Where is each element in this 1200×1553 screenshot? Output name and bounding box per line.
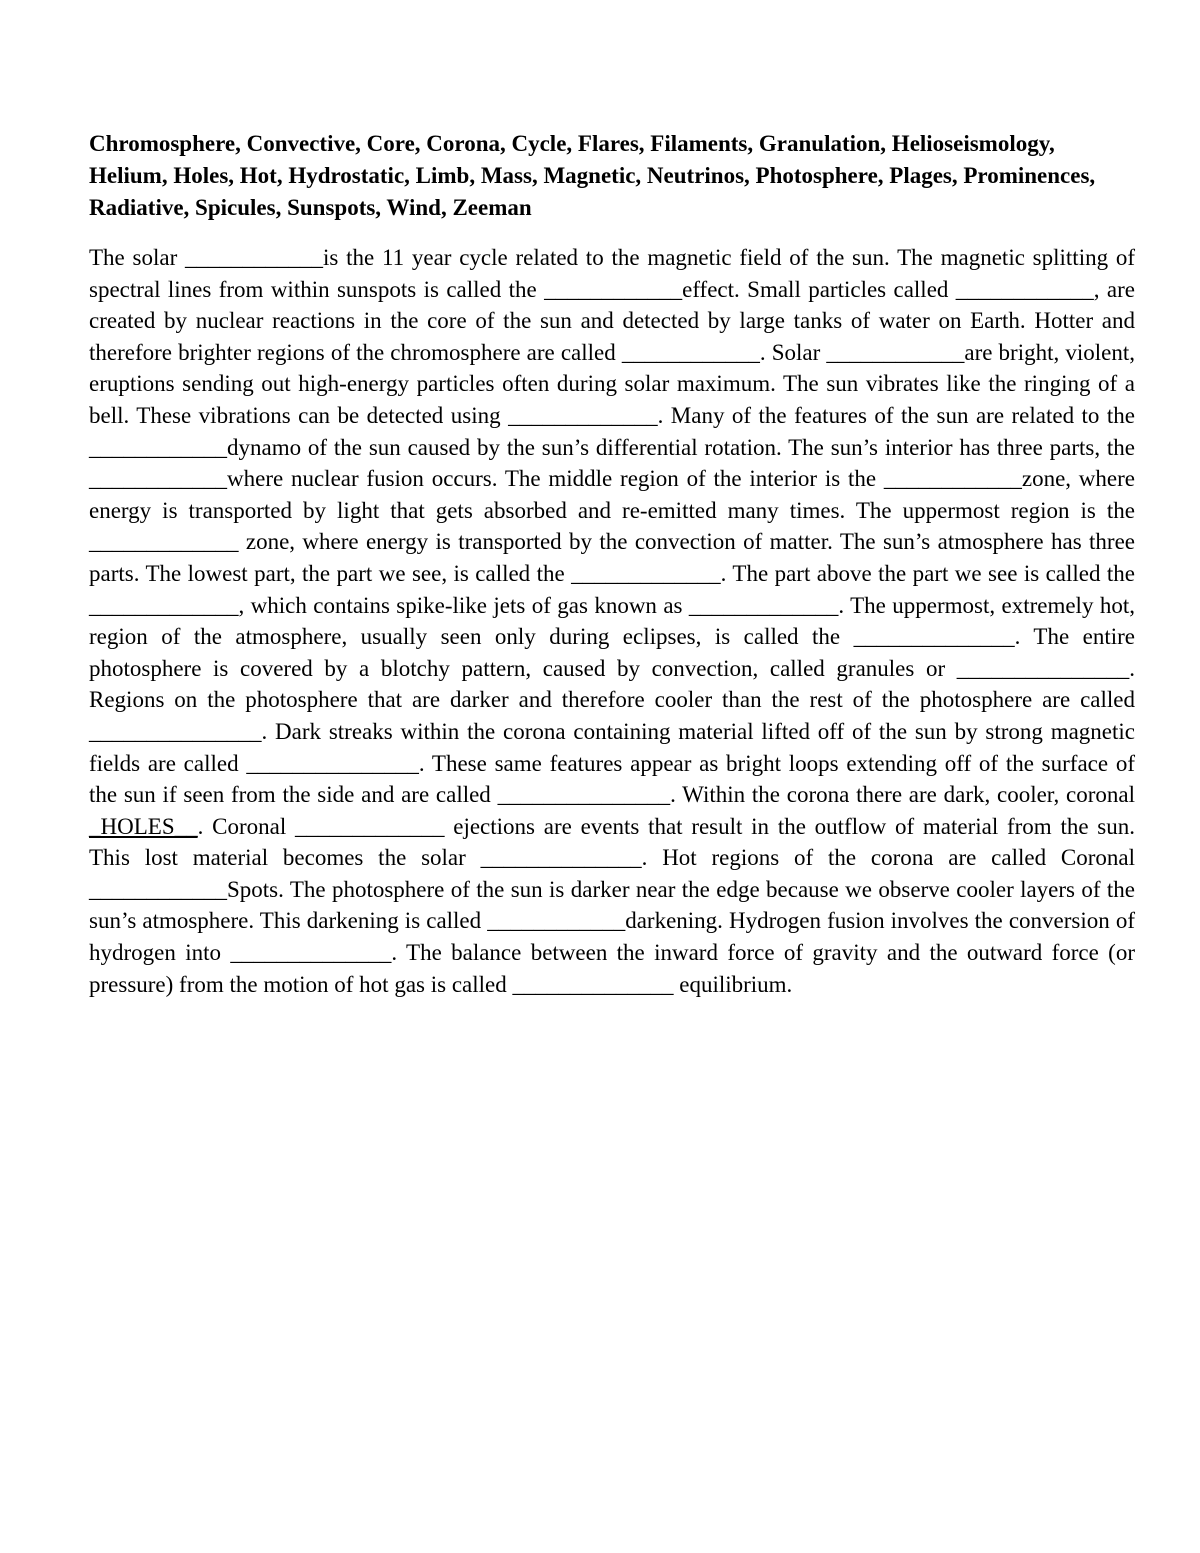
passage-text: . The entire photosphere is covered by a blotchy pattern, caused by convection, called granules or bbox=[89, 624, 1136, 681]
answer-blank[interactable]: ____________ bbox=[89, 466, 227, 492]
answer-blank[interactable]: ____________ bbox=[826, 339, 965, 365]
passage-text: is the 11 year cycle related to the magnetic field of the sun. The magnetic splitting of spectral lines from within sunspots is called the bbox=[89, 245, 1135, 302]
passage-text: equilibrium. bbox=[673, 971, 793, 997]
answer-blank[interactable]: _______________ bbox=[497, 782, 671, 808]
passage-text: , are created by nuclear reactions in the core of the sun and detected by large tanks of water on Earth. Hotter and therefore brighter regions of the chromosphere are called bbox=[89, 276, 1136, 365]
passage-text: Spots. The photosphere of the sun is darker near the edge because we observe cooler layers of the sun’s atmosphere. This darkening is called bbox=[89, 876, 1135, 934]
passage-text: . Coronal bbox=[197, 813, 295, 839]
passage-text: where nuclear fusion occurs. The middle region of the interior is the bbox=[227, 466, 884, 492]
worksheet-page bbox=[89, 128, 1135, 1000]
answer-blank[interactable]: ____________ bbox=[883, 466, 1022, 492]
passage-text: . Within the corona there are dark, cooler, coronal bbox=[670, 782, 1136, 808]
answer-blank[interactable]: _____________ bbox=[508, 402, 658, 428]
answer-blank[interactable]: _____________ bbox=[294, 813, 445, 839]
passage-text: darkening. Hydrogen fusion involves the conversion of hydrogen into bbox=[89, 908, 1135, 966]
answer-blank[interactable]: ____________ bbox=[487, 908, 626, 934]
answer-blank[interactable]: _______________ bbox=[246, 750, 419, 776]
answer-blank[interactable]: ______________ bbox=[230, 940, 392, 966]
answer-blank[interactable]: _____________ bbox=[688, 592, 839, 618]
passage-text: The solar bbox=[89, 245, 185, 270]
fill-in-passage bbox=[89, 242, 1135, 1000]
passage-text: zone, where energy is transported by light that gets absorbed and re-emitted many times. The uppermost region is the bbox=[89, 466, 1135, 523]
answer-blank[interactable]: ____________ bbox=[185, 245, 323, 270]
passage-text: . Hot regions of the corona are called Coronal bbox=[641, 845, 1135, 871]
answer-blank[interactable]: ______________ bbox=[480, 845, 642, 871]
answer-blank[interactable]: _______________ bbox=[956, 655, 1130, 681]
answer-blank[interactable]: ____________ bbox=[955, 276, 1094, 302]
filled-answer[interactable]: _HOLES__ bbox=[89, 813, 198, 839]
passage-text: . Solar bbox=[759, 339, 827, 365]
passage-text: ejections are events that result in the outflow of material from the sun. This lost material becomes the solar bbox=[89, 813, 1135, 871]
answer-blank[interactable]: ______________ bbox=[853, 624, 1015, 650]
answer-blank[interactable]: _____________ bbox=[89, 529, 239, 555]
passage-text: . Regions on the photosphere that are darker and therefore cooler than the rest of the photosphere are called bbox=[89, 655, 1135, 713]
passage-text: . These same features appear as bright loops extending off of the surface of the sun if seen from the side and are called bbox=[89, 750, 1135, 808]
word-bank: Chromosphere, Convective, Core, Corona, Cycle, Flares, Filaments, Granulation, Helioseismology, Helium, Holes, Hot, Hydrostatic, Limb, Mass, Magnetic, Neutrinos, Photosphere, Plages, Prominences, Radiative, Spicules, Sunspots, Wind, Zeeman bbox=[89, 131, 1096, 220]
answer-blank[interactable]: _____________ bbox=[89, 592, 239, 618]
answer-blank[interactable]: ______________ bbox=[512, 971, 674, 997]
passage-text: . The part above the part we see is called the bbox=[720, 560, 1136, 586]
passage-text: , which contains spike-like jets of gas known as bbox=[238, 592, 689, 618]
answer-blank[interactable]: ____________ bbox=[89, 434, 227, 460]
passage-text: . Dark streaks within the corona containing material lifted off of the sun by strong magnetic fields are called bbox=[89, 718, 1135, 776]
passage-text: effect. Small particles called bbox=[682, 276, 956, 302]
passage-text: dynamo of the sun caused by the sun’s differential rotation. The sun’s interior has three parts, the bbox=[227, 434, 1135, 460]
passage-text: . Many of the features of the sun are related to the bbox=[657, 402, 1135, 428]
answer-blank[interactable]: _____________ bbox=[571, 560, 721, 586]
answer-blank[interactable]: ____________ bbox=[621, 339, 760, 365]
answer-blank[interactable]: ____________ bbox=[544, 276, 683, 302]
passage-text: are bright, violent, eruptions sending out high-energy particles often during solar maximum. The sun vibrates like the ringing of a bell. These vibrations can be detected using bbox=[89, 339, 1135, 428]
answer-blank[interactable]: ____________ bbox=[89, 876, 227, 902]
answer-blank[interactable]: _______________ bbox=[89, 718, 262, 744]
passage-text: . The uppermost, extremely hot, region of the atmosphere, usually seen only during eclipses, is called the bbox=[89, 592, 1135, 650]
passage-text: . The balance between the inward force of gravity and the outward force (or pressure) from the motion of hot gas is called bbox=[89, 940, 1135, 997]
passage-text: zone, where energy is transported by the convection of matter. The sun’s atmosphere has three parts. The lowest part, the part we see, is called the bbox=[89, 529, 1135, 586]
